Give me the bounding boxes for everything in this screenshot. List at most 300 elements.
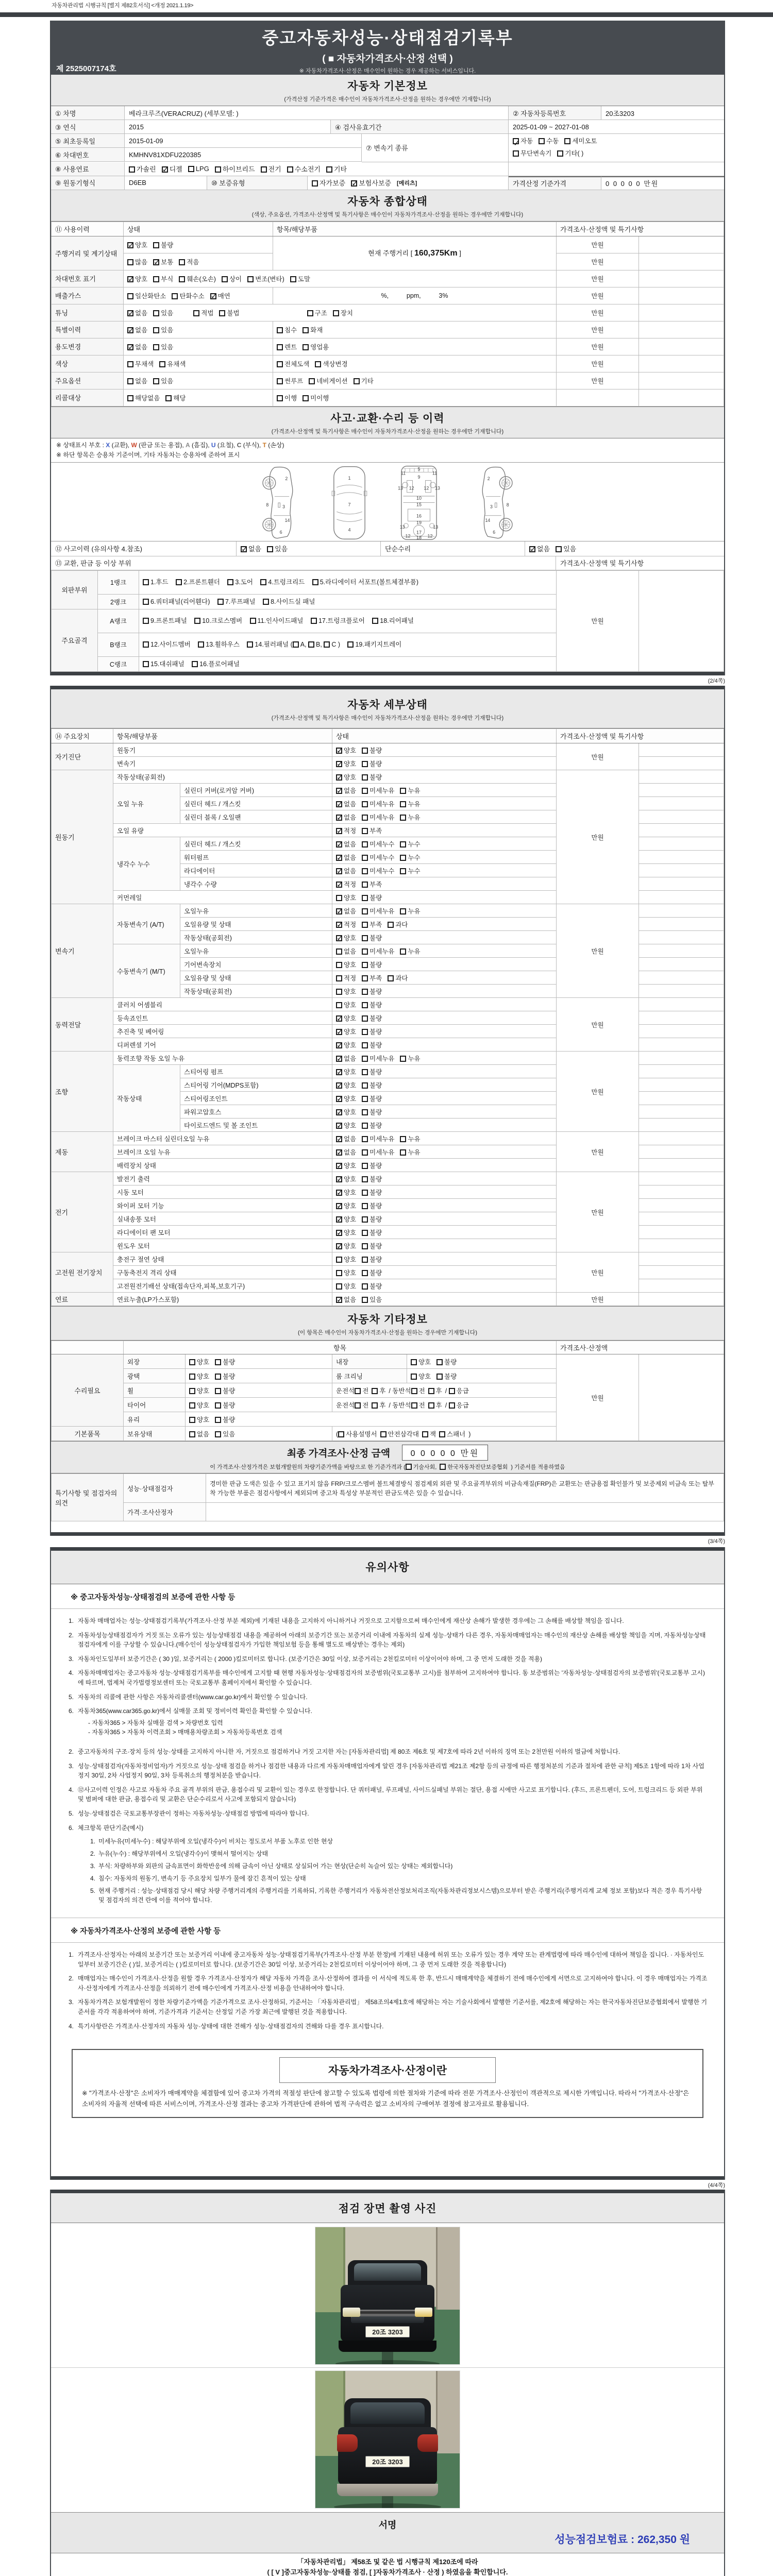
checkbox[interactable] bbox=[303, 327, 309, 333]
checkbox-option[interactable]: 미세누유 bbox=[362, 812, 394, 822]
checkbox-option[interactable]: 불량 bbox=[362, 960, 382, 969]
checkbox[interactable] bbox=[336, 1096, 342, 1102]
checkbox[interactable] bbox=[127, 395, 133, 401]
checkbox-option[interactable]: 세미오토 bbox=[564, 135, 597, 148]
checkbox[interactable] bbox=[189, 1402, 195, 1409]
checkbox-option[interactable]: 후 bbox=[428, 1400, 442, 1410]
checkbox[interactable] bbox=[362, 1176, 368, 1182]
checkbox-option[interactable]: 일산화탄소 bbox=[127, 291, 166, 300]
checkbox-option[interactable]: ✓ 없음 bbox=[127, 325, 147, 334]
checkbox[interactable] bbox=[449, 1388, 455, 1394]
checkbox-option[interactable]: 미세누유 bbox=[362, 946, 394, 956]
checkbox[interactable] bbox=[362, 1230, 368, 1236]
checkbox[interactable] bbox=[215, 1431, 221, 1437]
checkbox[interactable] bbox=[307, 310, 313, 316]
checkbox[interactable] bbox=[338, 1431, 344, 1437]
checkbox-option[interactable]: 변조(변타) bbox=[247, 274, 284, 283]
checkbox[interactable] bbox=[188, 166, 194, 172]
checkbox-option[interactable]: 양호 bbox=[336, 1255, 356, 1264]
checkbox-option[interactable]: 훼손(오손) bbox=[179, 274, 216, 283]
checkbox[interactable] bbox=[127, 327, 133, 333]
checkbox-option[interactable]: 불량 bbox=[362, 745, 382, 755]
checkbox[interactable] bbox=[440, 1464, 446, 1470]
checkbox[interactable] bbox=[351, 180, 357, 187]
checkbox[interactable] bbox=[362, 1029, 368, 1035]
checkbox-option[interactable]: 화재 bbox=[303, 325, 323, 334]
checkbox[interactable] bbox=[293, 641, 299, 648]
checkbox-option[interactable]: ✓ 없음 bbox=[529, 544, 550, 553]
checkbox-option[interactable]: ✓ 양호 bbox=[336, 1174, 356, 1183]
checkbox-option[interactable]: ✓ 양호 bbox=[127, 274, 147, 283]
checkbox[interactable] bbox=[143, 641, 149, 648]
checkbox[interactable] bbox=[336, 761, 342, 767]
checkbox[interactable] bbox=[336, 1257, 342, 1263]
checkbox[interactable] bbox=[153, 242, 159, 248]
checkbox-option[interactable]: 누유 bbox=[400, 946, 420, 956]
checkbox[interactable] bbox=[277, 395, 283, 401]
checkbox-option[interactable]: 후 bbox=[372, 1400, 385, 1410]
checkbox-option[interactable]: 불량 bbox=[362, 1281, 382, 1291]
checkbox-option[interactable]: ✓ 없음 bbox=[336, 799, 356, 808]
checkbox-option[interactable]: ✓ 적정 bbox=[336, 920, 356, 929]
checkbox-option[interactable]: 불법 bbox=[219, 308, 239, 317]
checkbox[interactable] bbox=[362, 935, 368, 941]
checkbox[interactable] bbox=[336, 1176, 342, 1182]
checkbox-option[interactable]: 상이 bbox=[222, 274, 242, 283]
checkbox[interactable] bbox=[355, 1388, 361, 1394]
checkbox[interactable] bbox=[400, 801, 406, 807]
checkbox[interactable] bbox=[362, 1015, 368, 1022]
checkbox-option[interactable]: 과다 bbox=[388, 920, 408, 929]
checkbox-option[interactable]: 전 bbox=[355, 1386, 368, 1395]
panel-checkbox-item[interactable]: 18.리어패널 bbox=[372, 615, 414, 627]
checkbox[interactable] bbox=[362, 922, 368, 928]
checkbox[interactable] bbox=[336, 882, 342, 888]
checkbox-option[interactable]: 응급 bbox=[449, 1400, 469, 1410]
panel-checkbox-item[interactable]: 2.프론트휀더 bbox=[176, 577, 220, 588]
checkbox-option[interactable]: ✓ 양호 bbox=[336, 1188, 356, 1197]
checkbox[interactable] bbox=[428, 1388, 434, 1394]
checkbox-option[interactable]: 스패너 bbox=[439, 1429, 465, 1438]
checkbox[interactable] bbox=[336, 922, 342, 928]
checkbox[interactable] bbox=[388, 975, 394, 981]
checkbox[interactable] bbox=[362, 1136, 368, 1142]
panel-checkbox-item[interactable]: 7.루프패널 bbox=[217, 596, 256, 608]
checkbox-option[interactable]: 불량 bbox=[362, 1174, 382, 1183]
checkbox-option[interactable]: 부족 bbox=[362, 826, 382, 835]
checkbox-option[interactable]: 기술사회, bbox=[406, 1463, 437, 1471]
checkbox[interactable] bbox=[372, 618, 378, 624]
checkbox-option[interactable]: 응급 bbox=[449, 1386, 469, 1395]
checkbox[interactable] bbox=[362, 1243, 368, 1249]
panel-checkbox-item[interactable]: 17.트렁크플로어 bbox=[311, 615, 365, 627]
checkbox[interactable] bbox=[513, 150, 519, 157]
checkbox[interactable] bbox=[336, 801, 342, 807]
checkbox-option[interactable]: 불량 bbox=[362, 1241, 382, 1250]
checkbox-option[interactable]: 있음 bbox=[153, 342, 173, 351]
checkbox-option[interactable]: 누수 bbox=[400, 839, 420, 849]
checkbox[interactable] bbox=[159, 361, 165, 367]
checkbox[interactable] bbox=[127, 378, 133, 384]
checkbox-option[interactable]: 있음 bbox=[153, 376, 173, 385]
checkbox-option[interactable]: 불량 bbox=[362, 1161, 382, 1170]
checkbox[interactable] bbox=[336, 1149, 342, 1156]
checkbox[interactable] bbox=[436, 1374, 443, 1380]
checkbox-option[interactable]: 양호 bbox=[336, 960, 356, 969]
checkbox[interactable] bbox=[557, 150, 563, 157]
checkbox-option[interactable]: 누유 bbox=[400, 1134, 420, 1143]
checkbox-option[interactable]: 있음 bbox=[153, 308, 173, 317]
checkbox[interactable] bbox=[380, 1431, 386, 1437]
checkbox-option[interactable]: 누수 bbox=[400, 866, 420, 875]
checkbox[interactable] bbox=[347, 641, 354, 648]
checkbox[interactable] bbox=[355, 1402, 361, 1409]
checkbox-option[interactable]: 미세누유 bbox=[362, 786, 394, 795]
panel-checkbox-item[interactable]: 10.크로스멤버 bbox=[194, 615, 242, 627]
checkbox-option[interactable]: 기타( ) bbox=[557, 148, 583, 160]
checkbox-option[interactable]: 장치 bbox=[333, 308, 353, 317]
checkbox-option[interactable]: 양호 bbox=[189, 1415, 209, 1424]
checkbox[interactable] bbox=[362, 1149, 368, 1156]
checkbox-option[interactable]: 불량 bbox=[362, 933, 382, 942]
checkbox-option[interactable]: 부족 bbox=[362, 879, 382, 889]
checkbox[interactable] bbox=[362, 1163, 368, 1169]
checkbox-option[interactable]: ✓ 양호 bbox=[336, 933, 356, 942]
checkbox-option[interactable]: ✓ 양호 bbox=[336, 1040, 356, 1049]
checkbox-option[interactable]: 과다 bbox=[388, 973, 408, 982]
checkbox[interactable] bbox=[153, 310, 159, 316]
panel-checkbox-item[interactable]: 13.휠하우스 bbox=[198, 639, 240, 651]
checkbox[interactable] bbox=[422, 1431, 428, 1437]
checkbox[interactable] bbox=[277, 361, 283, 367]
checkbox-option[interactable]: 불량 bbox=[215, 1386, 235, 1395]
checkbox-option[interactable]: 불량 bbox=[362, 1228, 382, 1237]
checkbox[interactable] bbox=[336, 748, 342, 754]
checkbox[interactable] bbox=[336, 1203, 342, 1209]
checkbox[interactable] bbox=[162, 166, 168, 173]
checkbox-option[interactable]: 양호 bbox=[336, 893, 356, 902]
checkbox[interactable] bbox=[143, 579, 149, 585]
panel-checkbox-item[interactable]: 9.프론트패널 bbox=[143, 615, 187, 627]
checkbox[interactable] bbox=[362, 1297, 368, 1303]
checkbox-option[interactable]: ✓ 없음 bbox=[336, 1054, 356, 1063]
checkbox[interactable] bbox=[215, 1388, 221, 1394]
checkbox-option[interactable]: 미세누유 bbox=[362, 799, 394, 808]
checkbox-option[interactable]: 양호 bbox=[336, 1268, 356, 1277]
checkbox-option[interactable]: 있음 bbox=[362, 1295, 382, 1304]
checkbox-option[interactable]: 렌트 bbox=[277, 342, 297, 351]
panel-checkbox-item[interactable]: 16.플로어패널 bbox=[192, 658, 240, 670]
checkbox-option[interactable]: 누수 bbox=[400, 853, 420, 862]
checkbox[interactable] bbox=[400, 1056, 406, 1062]
checkbox[interactable] bbox=[336, 1029, 342, 1035]
checkbox[interactable] bbox=[336, 989, 342, 995]
checkbox[interactable] bbox=[362, 908, 368, 914]
checkbox[interactable] bbox=[290, 276, 296, 282]
checkbox[interactable] bbox=[336, 1243, 342, 1249]
checkbox[interactable] bbox=[362, 1123, 368, 1129]
checkbox[interactable] bbox=[311, 618, 317, 624]
checkbox[interactable] bbox=[436, 1359, 443, 1365]
checkbox[interactable] bbox=[362, 841, 368, 848]
checkbox-option[interactable]: 무단변속기 bbox=[513, 148, 551, 160]
checkbox[interactable] bbox=[564, 138, 570, 144]
checkbox-option[interactable]: 불량 bbox=[362, 1188, 382, 1197]
checkbox[interactable] bbox=[215, 1359, 221, 1365]
checkbox[interactable] bbox=[336, 1123, 342, 1129]
checkbox-option[interactable]: LPG bbox=[188, 165, 209, 173]
checkbox[interactable] bbox=[336, 935, 342, 941]
checkbox-option[interactable]: 불량 bbox=[362, 1040, 382, 1049]
checkbox[interactable] bbox=[250, 618, 256, 624]
checkbox-option[interactable]: 있음 bbox=[215, 1429, 235, 1438]
checkbox[interactable] bbox=[362, 882, 368, 888]
checkbox[interactable] bbox=[372, 1388, 378, 1394]
checkbox-option[interactable]: 부족 bbox=[362, 920, 382, 929]
checkbox-option[interactable]: 적음 bbox=[179, 257, 199, 266]
checkbox-option[interactable]: 사용설명서 bbox=[338, 1429, 377, 1438]
checkbox[interactable] bbox=[362, 761, 368, 767]
checkbox-option[interactable]: 누유 bbox=[400, 786, 420, 795]
checkbox-option[interactable]: 양호 bbox=[411, 1371, 431, 1381]
checkbox[interactable] bbox=[336, 855, 342, 861]
checkbox[interactable] bbox=[336, 1015, 342, 1022]
checkbox[interactable] bbox=[143, 618, 149, 624]
checkbox-option[interactable]: 불량 bbox=[362, 1067, 382, 1076]
checkbox-option[interactable]: 양호 bbox=[189, 1400, 209, 1410]
panel-checkbox-item[interactable]: 19.패키지트레이 bbox=[347, 639, 401, 651]
checkbox-option[interactable]: 미세누유 bbox=[362, 1134, 394, 1143]
checkbox-option[interactable]: ✓ 양호 bbox=[336, 759, 356, 768]
checkbox[interactable] bbox=[189, 1374, 195, 1380]
checkbox-option[interactable]: 부식 bbox=[153, 274, 173, 283]
panel-checkbox-item[interactable]: 4.트렁크리드 bbox=[260, 577, 305, 588]
checkbox-option[interactable]: ✓ 없음 bbox=[336, 1295, 356, 1304]
checkbox-option[interactable]: ✓ 양호 bbox=[336, 1080, 356, 1090]
checkbox[interactable] bbox=[241, 546, 247, 552]
checkbox[interactable] bbox=[362, 1069, 368, 1075]
checkbox[interactable] bbox=[153, 276, 159, 282]
checkbox[interactable] bbox=[127, 259, 133, 265]
checkbox[interactable] bbox=[336, 868, 342, 874]
checkbox[interactable] bbox=[165, 395, 172, 401]
checkbox[interactable] bbox=[513, 138, 519, 144]
checkbox-option[interactable]: 미세누유 bbox=[362, 1147, 394, 1157]
checkbox-option[interactable]: ✓ 양호 bbox=[336, 1201, 356, 1210]
checkbox[interactable] bbox=[400, 908, 406, 914]
checkbox[interactable] bbox=[336, 1056, 342, 1062]
checkbox-option[interactable]: 미세누유 bbox=[362, 1054, 394, 1063]
checkbox-option[interactable]: 적정 bbox=[336, 973, 356, 982]
checkbox-option[interactable]: ✓ 양호 bbox=[336, 1241, 356, 1250]
checkbox-option[interactable]: 미세누유 bbox=[362, 906, 394, 916]
checkbox-option[interactable]: 한국자동차진단보증협회 bbox=[440, 1463, 508, 1471]
checkbox-option[interactable]: 하이브리드 bbox=[215, 164, 255, 174]
checkbox-option[interactable]: ✓ 매연 bbox=[210, 291, 230, 300]
checkbox-option[interactable]: 기타 bbox=[326, 164, 347, 174]
checkbox[interactable] bbox=[449, 1402, 455, 1409]
checkbox-option[interactable]: 불량 bbox=[362, 1000, 382, 1009]
checkbox-option[interactable]: 불량 bbox=[362, 772, 382, 782]
panel-checkbox-item[interactable]: 11.인사이드패널 bbox=[250, 615, 304, 627]
checkbox-option[interactable]: 불량 bbox=[362, 1080, 382, 1090]
checkbox[interactable] bbox=[411, 1359, 417, 1365]
checkbox[interactable] bbox=[179, 259, 185, 265]
checkbox[interactable] bbox=[362, 1096, 368, 1102]
checkbox-option[interactable]: 누유 bbox=[400, 1147, 420, 1157]
checkbox-option[interactable]: 전 bbox=[355, 1400, 368, 1410]
checkbox[interactable] bbox=[336, 1230, 342, 1236]
checkbox-option[interactable]: 자가보증 bbox=[312, 178, 345, 188]
checkbox[interactable] bbox=[362, 855, 368, 861]
checkbox-option[interactable]: 안전삼각대 bbox=[380, 1429, 419, 1438]
checkbox[interactable] bbox=[127, 361, 133, 367]
checkbox[interactable] bbox=[372, 1402, 378, 1409]
checkbox[interactable] bbox=[362, 948, 368, 955]
checkbox[interactable] bbox=[194, 618, 200, 624]
checkbox[interactable] bbox=[179, 276, 185, 282]
checkbox[interactable] bbox=[411, 1388, 417, 1394]
checkbox[interactable] bbox=[222, 276, 228, 282]
checkbox[interactable] bbox=[362, 989, 368, 995]
panel-checkbox-item[interactable]: 8.사이드실 패널 bbox=[263, 596, 315, 608]
checkbox[interactable] bbox=[362, 1042, 368, 1048]
checkbox[interactable] bbox=[529, 546, 535, 552]
checkbox-option[interactable]: 썬루프 bbox=[277, 376, 303, 385]
checkbox-option[interactable]: 전기 bbox=[261, 164, 281, 174]
checkbox-option[interactable]: 누유 bbox=[400, 906, 420, 916]
checkbox[interactable] bbox=[215, 1417, 221, 1423]
checkbox[interactable] bbox=[336, 815, 342, 821]
checkbox[interactable] bbox=[362, 868, 368, 874]
checkbox[interactable] bbox=[406, 1464, 412, 1470]
checkbox[interactable] bbox=[362, 1002, 368, 1008]
checkbox[interactable] bbox=[129, 166, 135, 173]
checkbox-option[interactable]: 불량 bbox=[215, 1415, 235, 1424]
checkbox-option[interactable]: 불량 bbox=[362, 987, 382, 996]
checkbox[interactable] bbox=[172, 293, 178, 299]
checkbox[interactable] bbox=[189, 1359, 195, 1365]
checkbox-option[interactable]: 해당없음 bbox=[127, 393, 160, 402]
checkbox-option[interactable]: 불량 bbox=[362, 1214, 382, 1224]
checkbox[interactable] bbox=[411, 1402, 417, 1409]
checkbox-option[interactable]: ✓ 양호 bbox=[336, 1228, 356, 1237]
checkbox[interactable] bbox=[277, 327, 283, 333]
checkbox-option[interactable]: ✓양호 bbox=[127, 240, 147, 249]
checkbox-option[interactable]: ✓ 양호 bbox=[336, 1121, 356, 1130]
checkbox-option[interactable]: 후 bbox=[428, 1386, 442, 1395]
checkbox-option[interactable]: 누유 bbox=[400, 812, 420, 822]
checkbox-option[interactable]: ✓ 양호 bbox=[336, 745, 356, 755]
checkbox[interactable] bbox=[267, 546, 273, 552]
checkbox-option[interactable]: 있음 bbox=[153, 325, 173, 334]
checkbox[interactable] bbox=[189, 1417, 195, 1423]
checkbox[interactable] bbox=[315, 361, 321, 367]
checkbox-option[interactable]: ✓ 없음 bbox=[241, 544, 261, 553]
checkbox[interactable] bbox=[336, 1270, 342, 1276]
checkbox[interactable] bbox=[260, 579, 266, 585]
checkbox-option[interactable]: 불량 bbox=[362, 893, 382, 902]
checkbox-option[interactable]: 양호 bbox=[189, 1357, 209, 1366]
checkbox-option[interactable]: 있음 bbox=[556, 544, 576, 553]
checkbox[interactable] bbox=[192, 661, 198, 667]
checkbox[interactable] bbox=[189, 1388, 195, 1394]
checkbox[interactable] bbox=[362, 1270, 368, 1276]
checkbox-option[interactable]: 양호 bbox=[336, 987, 356, 996]
checkbox[interactable] bbox=[336, 841, 342, 848]
checkbox-option[interactable]: ✓ 양호 bbox=[336, 1161, 356, 1170]
checkbox[interactable] bbox=[336, 1283, 342, 1290]
checkbox-option[interactable]: 불량 bbox=[362, 1201, 382, 1210]
checkbox-option[interactable]: 불량 bbox=[362, 1107, 382, 1116]
checkbox-option[interactable]: 불량 bbox=[215, 1371, 235, 1381]
checkbox[interactable] bbox=[127, 344, 133, 350]
checkbox[interactable] bbox=[362, 962, 368, 968]
checkbox-option[interactable]: 미이행 bbox=[303, 393, 329, 402]
checkbox-option[interactable]: 불량 bbox=[153, 240, 173, 249]
checkbox[interactable] bbox=[362, 1257, 368, 1263]
checkbox-option[interactable]: ✓ 양호 bbox=[336, 1107, 356, 1116]
checkbox-option[interactable]: ✓ 없음 bbox=[336, 839, 356, 849]
checkbox-option[interactable]: 양호 bbox=[189, 1371, 209, 1381]
checkbox[interactable] bbox=[362, 1203, 368, 1209]
checkbox[interactable] bbox=[303, 344, 309, 350]
checkbox[interactable] bbox=[143, 661, 149, 667]
checkbox[interactable] bbox=[277, 378, 283, 384]
panel-checkbox-item[interactable]: 3.도어 bbox=[227, 577, 253, 588]
checkbox-option[interactable]: 불량 bbox=[362, 1121, 382, 1130]
checkbox-option[interactable]: ✓ 없음 bbox=[336, 812, 356, 822]
checkbox[interactable] bbox=[400, 855, 406, 861]
checkbox-option[interactable]: ✓ 보통 bbox=[153, 257, 173, 266]
checkbox[interactable] bbox=[362, 975, 368, 981]
checkbox-option[interactable]: 네비게이션 bbox=[309, 376, 347, 385]
checkbox-option[interactable]: 전 bbox=[411, 1400, 425, 1410]
checkbox[interactable] bbox=[336, 948, 342, 955]
checkbox[interactable] bbox=[227, 579, 233, 585]
checkbox[interactable] bbox=[362, 748, 368, 754]
checkbox-option[interactable]: 불량 bbox=[215, 1400, 235, 1410]
checkbox-option[interactable]: 후 bbox=[372, 1386, 385, 1395]
checkbox-option[interactable]: 부족 bbox=[362, 973, 382, 982]
checkbox[interactable] bbox=[388, 922, 394, 928]
checkbox-option[interactable]: 불량 bbox=[362, 759, 382, 768]
panel-checkbox-item[interactable]: 1.후드 bbox=[143, 577, 169, 588]
checkbox[interactable] bbox=[336, 1190, 342, 1196]
checkbox-option[interactable]: 전 bbox=[411, 1386, 425, 1395]
checkbox[interactable] bbox=[439, 1431, 445, 1437]
checkbox[interactable] bbox=[400, 948, 406, 955]
checkbox[interactable] bbox=[400, 841, 406, 848]
checkbox[interactable] bbox=[411, 1374, 417, 1380]
checkbox[interactable] bbox=[362, 1056, 368, 1062]
checkbox-option[interactable]: ✓ 양호 bbox=[336, 1214, 356, 1224]
checkbox-option[interactable]: 구조 bbox=[307, 308, 327, 317]
checkbox-option[interactable]: ✓ 양호 bbox=[336, 1027, 356, 1036]
checkbox[interactable] bbox=[336, 1163, 342, 1169]
checkbox[interactable] bbox=[362, 801, 368, 807]
checkbox[interactable] bbox=[309, 378, 315, 384]
checkbox[interactable] bbox=[336, 908, 342, 914]
checkbox-option[interactable]: 해당 bbox=[165, 393, 186, 402]
checkbox[interactable] bbox=[193, 310, 199, 316]
checkbox-option[interactable]: 불량 bbox=[362, 1094, 382, 1103]
checkbox-option[interactable]: 이행 bbox=[277, 393, 297, 402]
checkbox[interactable] bbox=[556, 546, 562, 552]
checkbox-option[interactable]: 있음 bbox=[267, 544, 288, 553]
checkbox[interactable] bbox=[189, 1431, 195, 1437]
checkbox[interactable] bbox=[153, 378, 159, 384]
